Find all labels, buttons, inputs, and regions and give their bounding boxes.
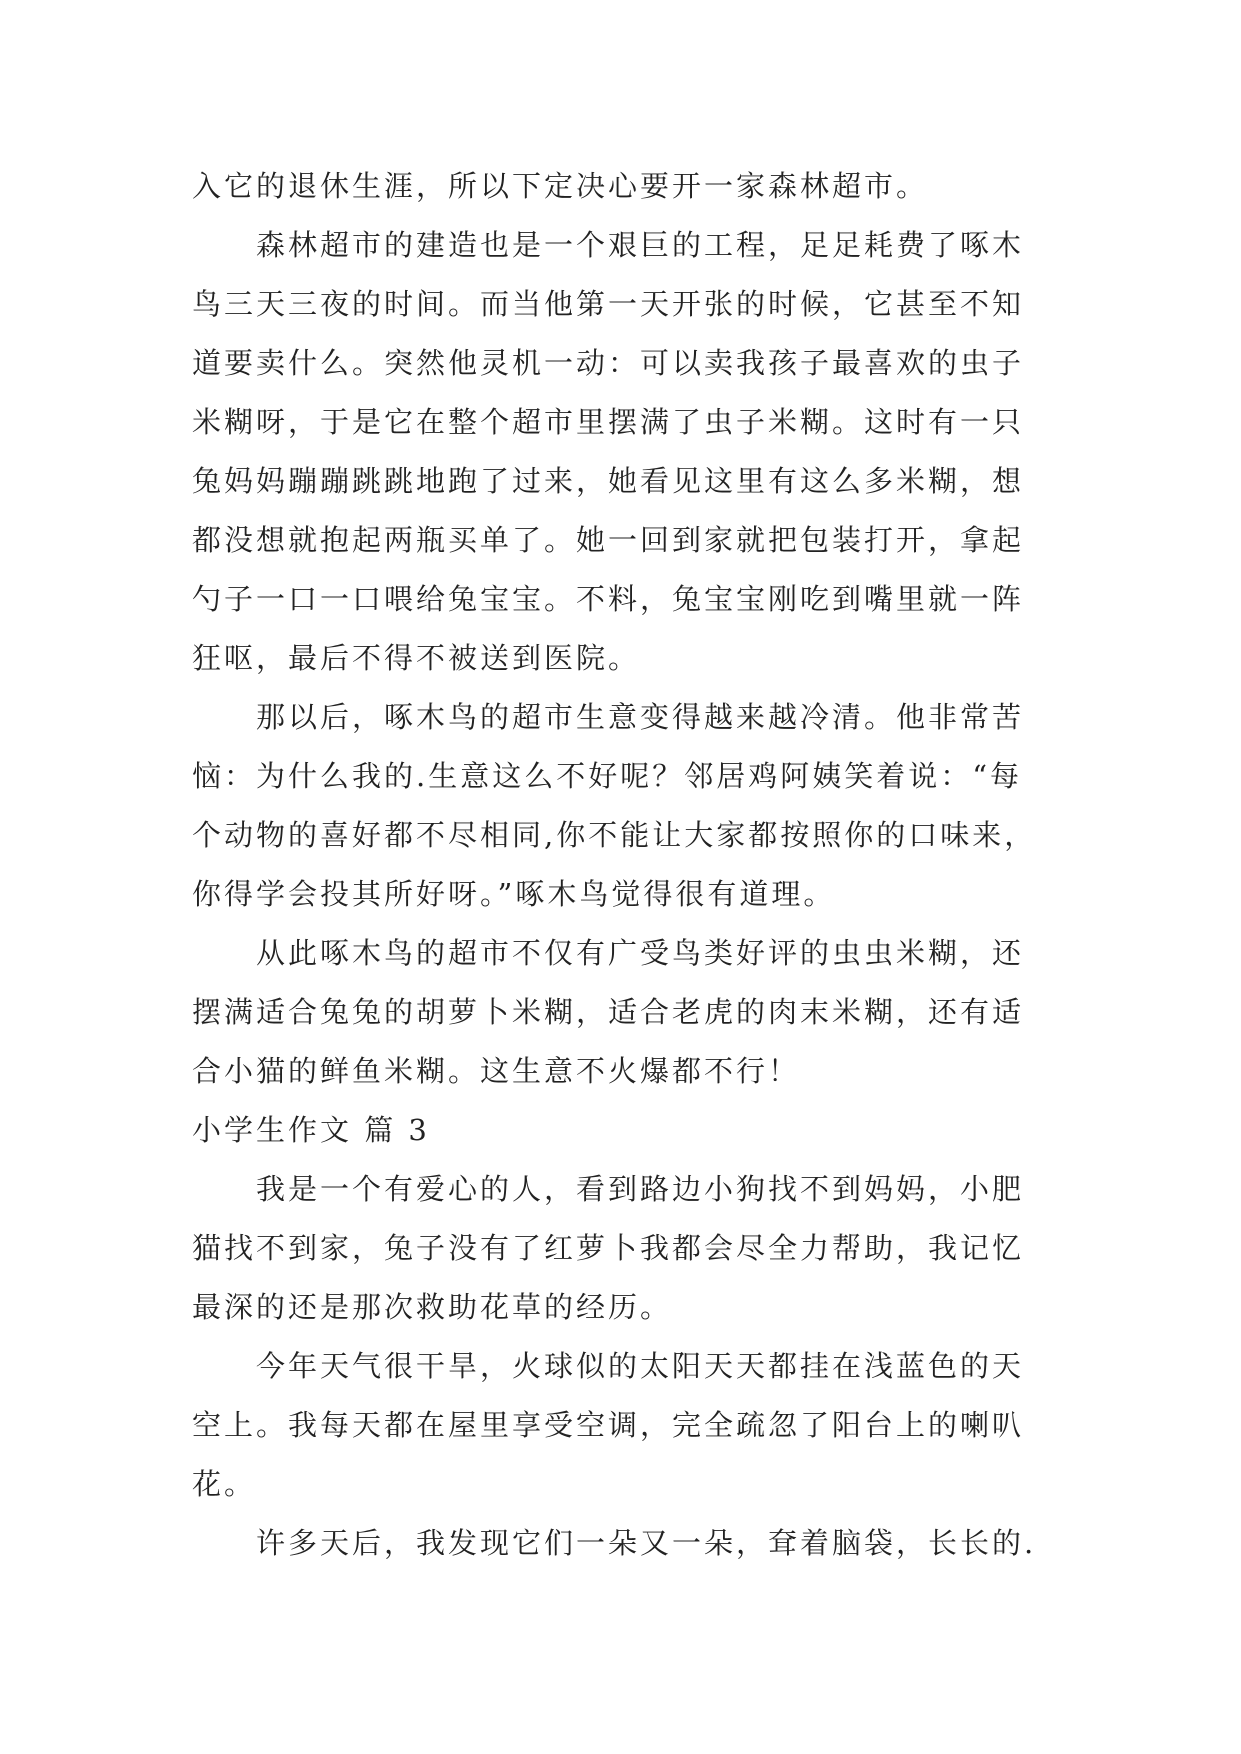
text-line: 恼：为什么我的.生意这么不好呢？邻居鸡阿姨笑着说：“每	[192, 759, 1023, 793]
text-line: 那以后，啄木鸟的超市生意变得越来越冷清。他非常苦	[256, 700, 1025, 734]
text-line: 空上。我每天都在屋里享受空调，完全疏忽了阳台上的喇叭	[192, 1408, 1025, 1442]
text-line: 我是一个有爱心的人，看到路边小狗找不到妈妈，小肥	[256, 1172, 1025, 1206]
text-line: 入它的退休生涯，所以下定决心要开一家森林超市。	[192, 169, 929, 203]
text-line: 许多天后，我发现它们一朵又一朵，耷着脑袋，长长的.	[256, 1526, 1037, 1560]
text-line: 猫找不到家，兔子没有了红萝卜我都会尽全力帮助，我记忆	[192, 1231, 1025, 1265]
text-line: 从此啄木鸟的超市不仅有广受鸟类好评的虫虫米糊，还	[256, 936, 1025, 970]
text-line: 合小猫的鲜鱼米糊。这生意不火爆都不行！	[192, 1054, 801, 1088]
text-line: 兔妈妈蹦蹦跳跳地跑了过来，她看见这里有这么多米糊，想	[192, 464, 1025, 498]
text-line: 花。	[192, 1467, 257, 1501]
text-line: 森林超市的建造也是一个艰巨的工程，足足耗费了啄木	[256, 228, 1025, 262]
text-line: 狂呕，最后不得不被送到医院。	[192, 641, 641, 675]
text-line: 鸟三天三夜的时间。而当他第一天开张的时候，它甚至不知	[192, 287, 1025, 321]
text-line: 你得学会投其所好呀。”啄木鸟觉得很有道理。	[192, 877, 836, 911]
text-line: 都没想就抱起两瓶买单了。她一回到家就把包装打开，拿起	[192, 523, 1025, 557]
text-line: 米糊呀，于是它在整个超市里摆满了虫子米糊。这时有一只	[192, 405, 1025, 439]
text-line: 今年天气很干旱，火球似的太阳天天都挂在浅蓝色的天	[256, 1349, 1025, 1383]
text-line: 勺子一口一口喂给兔宝宝。不料，兔宝宝刚吃到嘴里就一阵	[192, 582, 1025, 616]
text-line: 摆满适合兔兔的胡萝卜米糊，适合老虎的肉末米糊，还有适	[192, 995, 1025, 1029]
text-line: 最深的还是那次救助花草的经历。	[192, 1290, 673, 1324]
text-line: 道要卖什么。突然他灵机一动：可以卖我孩子最喜欢的虫子	[192, 346, 1025, 380]
section-heading: 小学生作文 篇 3	[192, 1113, 430, 1147]
document-body	[192, 157, 1062, 1573]
text-line: 个动物的喜好都不尽相同,你不能让大家都按照你的口味来，	[192, 818, 1037, 852]
